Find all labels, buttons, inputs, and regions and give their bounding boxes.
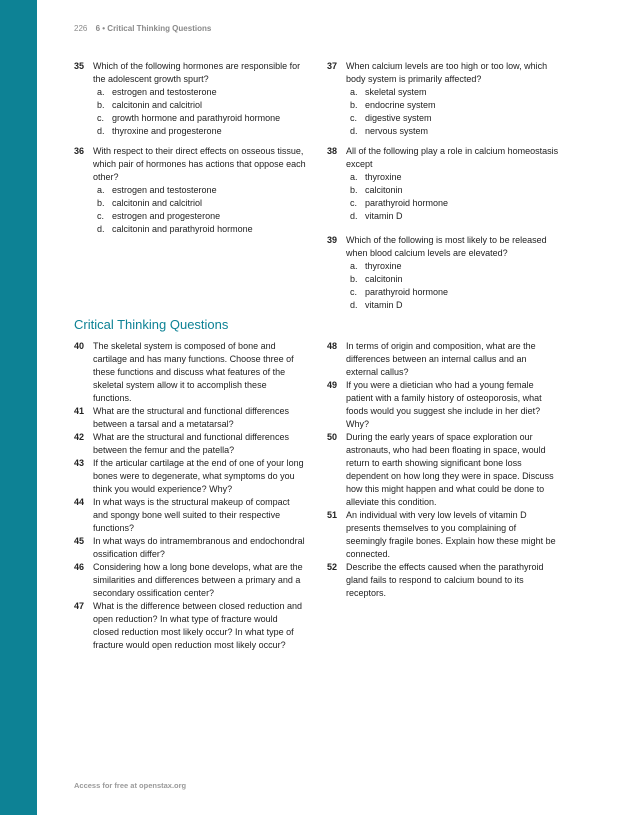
option [93,197,306,210]
option-letter: c. [97,211,105,221]
option-letter: a. [97,87,105,97]
question-number: 36 [74,146,85,156]
option [346,99,559,112]
question-text: If the articular cartilage at the end of one of your long bones were to degenerate, what symptoms do you think you would experience? Why? [93,458,304,494]
ct-right-column [327,340,559,600]
question-number: 42 [74,432,85,442]
question-text: During the early years of space exploration our astronauts, who had been floating in space, would return to earth showing significant bone loss dependent on how long they were in space. Discuss how this might happen and what could be done to alleviate this condition. [346,432,554,507]
ct-left-column [74,340,306,652]
question [74,60,306,138]
question [327,145,559,223]
option-text: vitamin D [365,300,403,310]
option-text: calcitonin and calcitriol [112,100,203,110]
question-number: 45 [74,536,85,546]
option-letter: a. [350,261,358,271]
option [93,210,306,223]
question-number: 50 [327,432,338,442]
option-letter: a. [350,87,358,97]
option [346,197,559,210]
option [346,299,559,312]
question-number: 46 [74,562,85,572]
question-number: 48 [327,341,338,351]
option [93,86,306,99]
question [327,234,559,312]
question-text: When calcium levels are too high or too low, which body system is primarily affected? [346,61,548,84]
option [346,273,559,286]
question-number: 49 [327,380,338,390]
option-letter: b. [350,185,358,195]
question-number: 40 [74,341,85,351]
question [327,431,559,509]
section-heading: Critical Thinking Questions [74,317,229,332]
question [74,535,306,561]
option [93,99,306,112]
option-letter: b. [97,100,105,110]
option-letter: d. [350,300,358,310]
question [74,431,306,457]
option-text: estrogen and testosterone [112,185,217,195]
option-letter: b. [350,274,358,284]
option-letter: d. [97,224,105,234]
question-number: 52 [327,562,338,572]
question-number: 41 [74,406,85,416]
option-text: skeletal system [365,87,427,97]
question-text: With respect to their direct effects on osseous tissue, which pair of hormones has actions that oppose each other? [93,146,306,182]
question-text: What is the difference between closed reduction and open reduction? In what type of fracture would closed reduction most likely occur? In what type of fracture would open reduction most likely occur? [93,601,302,650]
option [346,125,559,138]
question [327,60,559,138]
option-text: parathyroid hormone [365,287,449,297]
mc-left-column [74,60,306,236]
option-text: thyroxine [365,261,402,271]
question-text: In what ways do intramembranous and endochondral ossification differ? [93,536,305,559]
page-number: 226 [74,24,88,33]
question-text: The skeletal system is composed of bone and cartilage and has many functions. Choose three of these functions and discuss what features of the skeletal system allow it to accomplish these functions. [93,341,294,403]
question-text: Which of the following is most likely to be released when blood calcium levels are elevated? [346,235,547,258]
option-text: digestive system [365,113,432,123]
question-number: 44 [74,497,85,507]
question-text: What are the structural and functional differences between a tarsal and a metatarsal? [93,406,289,429]
question-text: All of the following play a role in calcium homeostasis except [346,146,559,169]
question-text: If you were a dietician who had a young female patient with a family history of osteoporosis, what foods would you suggest she include in her diet? Why? [346,380,542,429]
option-letter: d. [97,126,105,136]
option-letter: c. [97,113,105,123]
option-text: endocrine system [365,100,436,110]
question [74,561,306,600]
question-text: In terms of origin and composition, what are the differences between an internal callus and an external callus? [346,341,536,377]
option [346,260,559,273]
option-text: vitamin D [365,211,403,221]
option-letter: b. [350,100,358,110]
option-text: thyroxine [365,172,402,182]
option-list [346,86,559,138]
option-list [93,184,306,236]
question [74,145,306,236]
chapter-title: 6 • Critical Thinking Questions [95,24,212,33]
option-list [346,260,559,312]
option-letter: d. [350,126,358,136]
option [93,223,306,236]
question [327,379,559,431]
question-number: 35 [74,61,85,71]
question [327,561,559,600]
question [74,600,306,652]
option [346,86,559,99]
option-list [346,171,559,223]
option-letter: c. [350,287,358,297]
option [93,125,306,138]
option [346,286,559,299]
option-text: calcitonin and calcitriol [112,198,203,208]
question-number: 51 [327,510,338,520]
option-text: calcitonin [365,185,403,195]
question-number: 37 [327,61,338,71]
side-color-bar [0,0,37,815]
question-number: 43 [74,458,85,468]
option-text: calcitonin [365,274,403,284]
question-text: In what ways is the structural makeup of compact and spongy bone well suited to their respective functions? [93,497,290,533]
option-letter: d. [350,211,358,221]
option [93,112,306,125]
option-letter: b. [97,198,105,208]
option-letter: a. [350,172,358,182]
option-text: estrogen and progesterone [112,211,221,221]
question [327,509,559,561]
option-text: estrogen and testosterone [112,87,217,97]
option [346,184,559,197]
question-text: Considering how a long bone develops, what are the similarities and differences between a primary and a secondary ossification center? [93,562,303,598]
question [74,457,306,496]
question-text: What are the structural and functional differences between the femur and the patella? [93,432,289,455]
option-letter: c. [350,198,358,208]
option-text: nervous system [365,126,429,136]
option-list [93,86,306,138]
option-letter: a. [97,185,105,195]
option-text: parathyroid hormone [365,198,449,208]
option-text: thyroxine and progesterone [112,126,222,136]
question-number: 38 [327,146,338,156]
option [346,112,559,125]
option-letter: c. [350,113,358,123]
question-text: An individual with very low levels of vitamin D presents themselves to you complaining of seemingly fragile bones. Explain how these might be connected. [346,510,556,559]
question-text: Which of the following hormones are responsible for the adolescent growth spurt? [93,61,301,84]
question [327,340,559,379]
question-text: Describe the effects caused when the parathyroid gland fails to respond to calcium bound to its receptors. [346,562,544,598]
question-number: 47 [74,601,85,611]
option-text: calcitonin and parathyroid hormone [112,224,253,234]
question-number: 39 [327,235,338,245]
footer-note: Access for free at openstax.org [74,781,187,790]
option-text: growth hormone and parathyroid hormone [112,113,281,123]
option [346,171,559,184]
question [74,405,306,431]
mc-right-column [327,60,559,312]
question [74,340,306,405]
question [74,496,306,535]
option [346,210,559,223]
running-header [74,24,211,33]
option [93,184,306,197]
